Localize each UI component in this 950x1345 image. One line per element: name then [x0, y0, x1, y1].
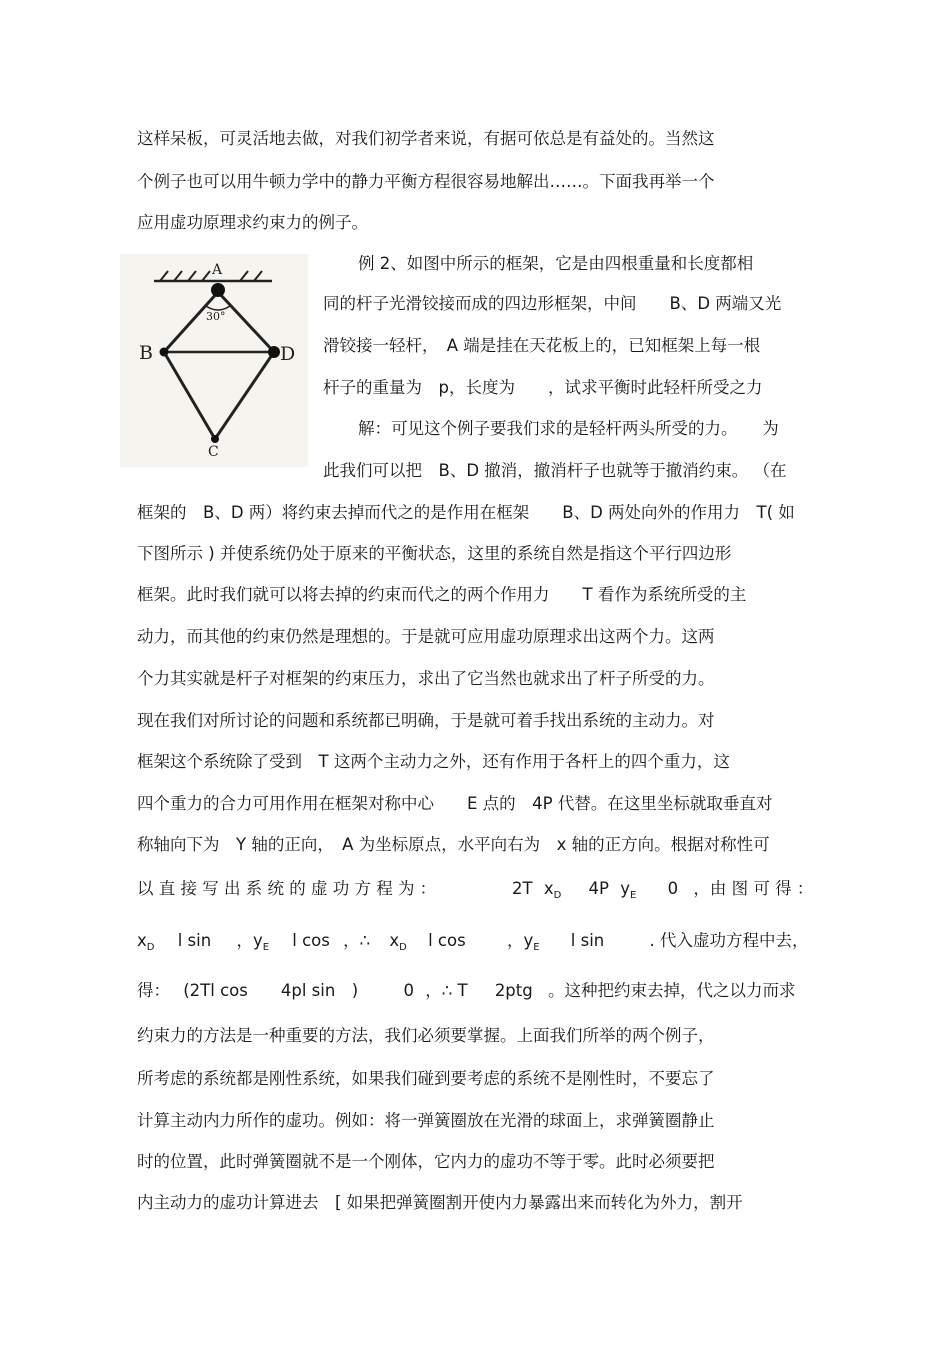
text-line: 约束力的方法是一种重要的方法，我们必须要掌握。上面我们所举的两个例子，	[137, 1026, 715, 1045]
equation-intro: 以 直 接 写 出 系 统 的 虚 功 方 程 为 ：	[137, 879, 437, 898]
text-line: 框架。此时我们就可以将去掉的约束而代之的两个作用力 T 看作为系统所受的主	[137, 585, 747, 604]
joint-a	[211, 283, 225, 297]
text-line: 应用虚功原理求约束力的例子。	[137, 213, 368, 232]
label-b: B	[139, 342, 153, 364]
joint-b	[160, 348, 169, 357]
text-line: 同的杆子光滑铰接而成的四边形框架，中间 B、D 两端又光	[323, 294, 782, 313]
frame-figure	[120, 254, 308, 467]
text-line: 例 2、如图中所示的框架，它是由四根重量和长度都相	[358, 254, 754, 273]
text-line: 下图所示 ) 并使系统仍处于原来的平衡状态，这里的系统自然是指这个平行四边形	[137, 544, 732, 563]
text-line: 现在我们对所讨论的问题和系统都已明确，于是就可着手找出系统的主动力。对	[137, 711, 715, 730]
text-line: 此我们可以把 B、D 撤消，撤消杆子也就等于撤消约束。 （在	[323, 461, 787, 480]
text-line: 这样呆板，可灵活地去做，对我们初学者来说，有据可依总是有益处的。当然这	[137, 129, 715, 148]
equation-coordinates: $x_D$ l sin ，$y_E$ l cos ，∴ $x_D$ l cos ，$y_E$ l sin . 代入虚功方程中去，	[137, 931, 809, 953]
text-line: 计算主动内力所作的虚功。例如：将一弹簧圈放在光滑的球面上，求弹簧圈静止	[137, 1111, 715, 1130]
text-line: 四个重力的合力可用作用在框架对称中心 E 点的 4P 代替。在这里坐标就取垂直对	[137, 794, 773, 813]
frame-diagram	[120, 254, 308, 467]
joint-c	[211, 435, 219, 443]
label-c: C	[208, 444, 219, 460]
text-line: 个例子也可以用牛顿力学中的静力平衡方程很容易地解出……。下面我再举一个	[137, 172, 715, 191]
text-line: 所考虑的系统都是刚性系统，如果我们碰到要考虑的系统不是刚性时，不要忘了	[137, 1069, 715, 1088]
text-line: 称轴向下为 Y 轴的正向， A 为坐标原点，水平向右为 x 轴的正方向。根据对称性可	[137, 835, 770, 854]
equation-result: 得： (2Tl cos 4pl sin ) 0 ，∴ T 2ptg 。这种把约束去掉，代之以力而求	[137, 981, 796, 1000]
text-line: 解：可见这个例子要我们求的是轻杆两头所受的力。 为	[358, 419, 779, 438]
text-line: 杆子的重量为 p，长度为 ，试求平衡时此轻杆所受之力	[323, 378, 763, 397]
text-line: 框架这个系统除了受到 T 这两个主动力之外，还有作用于各杆上的四个重力，这	[137, 752, 730, 771]
joint-d	[268, 346, 280, 358]
text-line: 滑铰接一轻杆， A 端是挂在天花板上的，已知框架上每一根	[323, 336, 761, 355]
equation-virtual-work: 2T $x_D$ 4P $y_E$ 0 ，由 图 可 得 ：	[512, 879, 814, 901]
angle-label: 30°	[206, 310, 226, 323]
text-line: 动力，而其他的约束仍然是理想的。于是就可应用虚功原理求出这两个力。这两	[137, 627, 715, 646]
label-d: D	[280, 343, 296, 365]
text-line: 时的位置，此时弹簧圈就不是一个刚体，它内力的虚功不等于零。此时必须要把	[137, 1152, 715, 1171]
text-line: 个力其实就是杆子对框架的约束压力，求出了它当然也就求出了杆子所受的力。	[137, 669, 715, 688]
ceiling-hatch	[160, 271, 262, 281]
text-line: 内主动力的虚功计算进去 [ 如果把弹簧圈割开使内力暴露出来而转化为外力，割开	[137, 1193, 743, 1212]
text-line: 框架的 B、D 两）将约束去掉而代之的是作用在框架 B、D 两处向外的作用力 T( 如	[137, 503, 795, 522]
label-a: A	[212, 262, 223, 278]
